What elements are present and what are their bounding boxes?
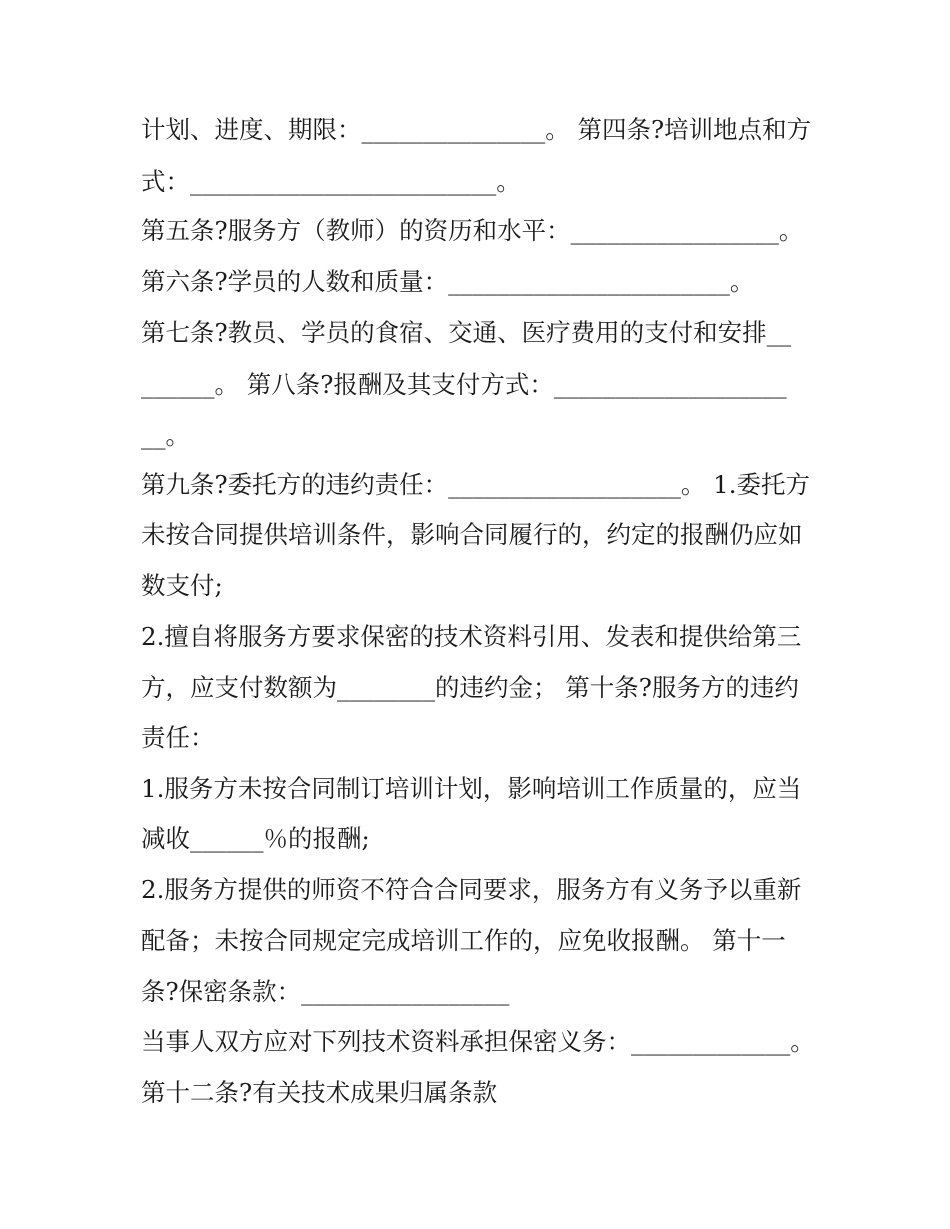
text-line: 1.服务方未按合同制订培训计划，影响培训工作质量的，应当 [141,774,802,803]
text-line: 方，应支付数额为________的违约金； 第十条?服务方的违约 [141,673,799,702]
text-line: __。 [141,421,190,450]
text-line: 第十二条?有关技术成果归属条款 [141,1078,498,1107]
text-line: 当事人双方应对下列技术资料承担保密义务：_____________。 [141,1027,815,1056]
text-line: 未按合同提供培训条件，影响合同履行的，约定的报酬仍应如 [141,520,803,549]
text-line: ______。 第八条?报酬及其支付方式：___________________ [141,370,787,399]
text-line: 第六条?学员的人数和质量：_______________________。 [141,267,755,296]
text-line: 2.服务方提供的师资不符合合同要求，服务方有义务予以重新 [141,875,802,904]
text-line: 2.擅自将服务方要求保密的技术资料引用、发表和提供给第三 [141,622,802,651]
text-line: 计划、进度、期限：_______________。 第四条?培训地点和方 [141,115,812,144]
text-line: 数支付; [141,571,223,600]
text-line: 第九条?委托方的违约责任：___________________。 1.委托方 [141,470,811,499]
text-line: 责任： [141,723,215,752]
text-line: 第七条?教员、学员的食宿、交通、医疗费用的支付和安排__ [141,318,792,347]
text-line: 条?保密条款：_________________ [141,977,510,1006]
text-line: 配备；未按合同规定完成培训工作的，应免收报酬。 第十一 [141,926,786,955]
text-line: 减收______％的报酬; [141,824,370,853]
text-line: 第五条?服务方（教师）的资历和水平：_________________。 [141,216,804,245]
text-line: 式：_________________________。 [141,167,521,196]
